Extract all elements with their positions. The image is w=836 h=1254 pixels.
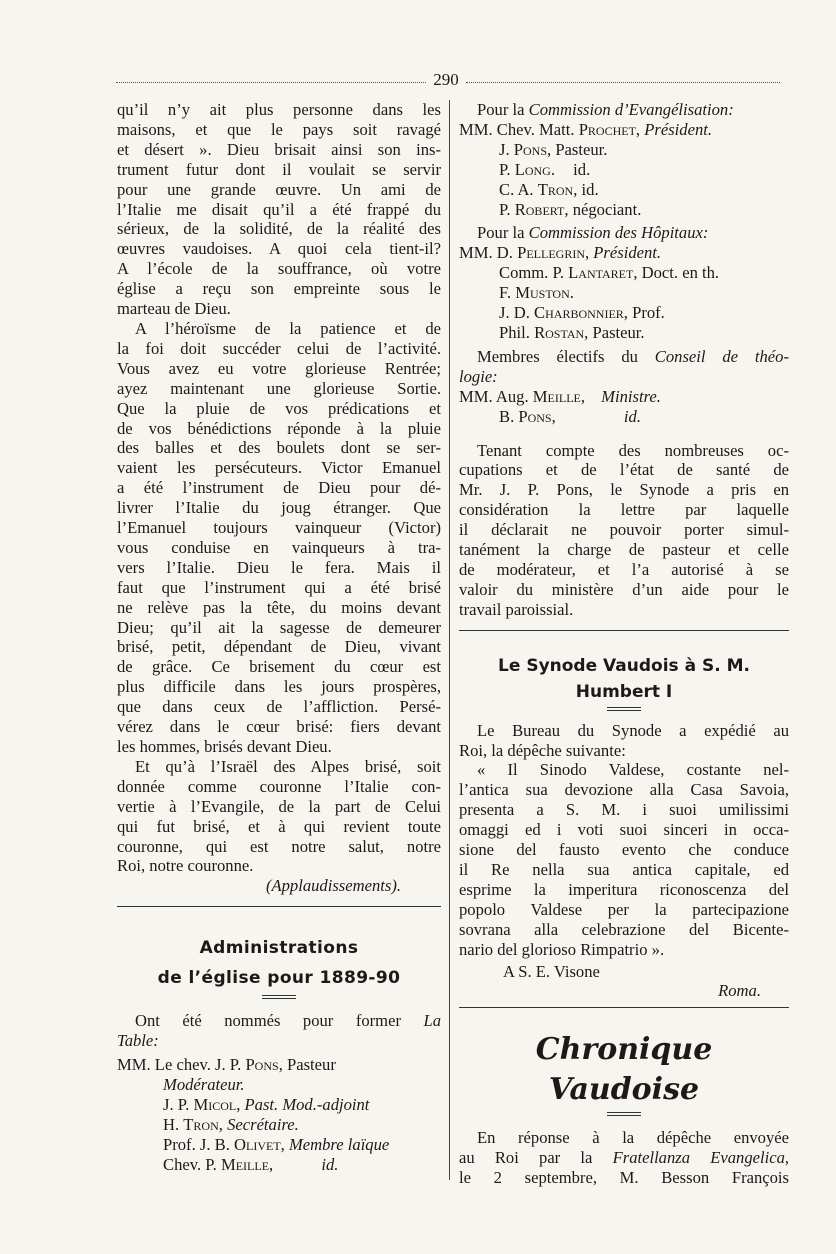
section-separator bbox=[117, 906, 441, 907]
title-rule bbox=[607, 1112, 641, 1116]
text-line: pour une grande œuvre. Un ami de bbox=[117, 179, 441, 199]
member-name: Pons, bbox=[245, 1055, 283, 1075]
chronique-title: Chronique Vaudoise bbox=[535, 1032, 713, 1108]
pons-paragraph bbox=[459, 441, 789, 620]
member-role: Président. bbox=[644, 119, 712, 139]
chronique-text bbox=[459, 1128, 789, 1188]
text-line: faut que l’instrument qui a été brisé bbox=[117, 577, 441, 597]
member-role: id. bbox=[573, 159, 591, 179]
text-line: considération la lettre par laquelle bbox=[459, 500, 789, 520]
member-prefix: Phil. bbox=[499, 322, 530, 342]
admin-intro-la: La bbox=[423, 1011, 441, 1031]
list-item bbox=[459, 263, 789, 283]
heading-name: Commission des Hôpitaux: bbox=[528, 223, 709, 243]
administrations-title bbox=[117, 933, 441, 993]
sermon-paragraph-3 bbox=[117, 757, 441, 876]
text-line: les hommes, brisés devant Dieu. bbox=[117, 737, 332, 756]
list-item bbox=[117, 1115, 441, 1135]
conseil-heading bbox=[459, 347, 789, 367]
text-line: A l’héroïsme de la patience et de bbox=[135, 318, 441, 338]
text-line: sovrana alla celebrazione del Bicente- bbox=[459, 919, 789, 939]
member-prefix: P. bbox=[499, 159, 511, 179]
text-line: de vos bénédictions réponde à la pluie bbox=[117, 418, 441, 438]
text-line bbox=[459, 1148, 789, 1168]
member-name: Meille, bbox=[220, 1154, 274, 1174]
member-role: id. bbox=[623, 406, 641, 426]
text-line: omaggi ed i voti suoi sinceri in occa- bbox=[459, 820, 789, 840]
text-line: Roi, la dépêche suivante: bbox=[459, 740, 626, 760]
text-line: Le Bureau du Synode a expédié au bbox=[477, 720, 789, 740]
member-name: Rostan, bbox=[534, 322, 589, 342]
conseil-members-list bbox=[459, 387, 789, 427]
text-line: sione del fausto evento che conduce bbox=[459, 840, 789, 860]
text-line: qu’il n’y ait plus personne dans les bbox=[117, 100, 441, 119]
member-role: Past. Mod.-adjoint bbox=[244, 1094, 370, 1114]
text-line: Roi, notre couronne. bbox=[117, 856, 254, 876]
text-span-italic: Fratellanza Evangelica, bbox=[612, 1148, 790, 1168]
text-line: œuvres vaudoises. A quoi cela tient-il? bbox=[117, 239, 441, 259]
text-line: ne relève pas la tête, du moins devant bbox=[117, 597, 441, 617]
text-line: et désert ». Dieu brisait ainsi son ins- bbox=[117, 139, 441, 159]
applause-note: (Applaudissements). bbox=[265, 876, 401, 896]
member-name: Meille, bbox=[532, 386, 586, 406]
list-item bbox=[459, 303, 789, 323]
text-line: vers l’Italie. Dieu le fera. Mais il bbox=[117, 557, 441, 577]
text-line: des balles et des boulets dont se ser- bbox=[117, 438, 441, 458]
text-line: a été l’instrument de Dieu pour dé- bbox=[117, 478, 441, 498]
member-prefix: J. bbox=[499, 139, 510, 159]
member-prefix: J. D. bbox=[499, 303, 530, 323]
right-column bbox=[459, 100, 789, 1188]
member-role: Président. bbox=[593, 243, 662, 263]
list-item bbox=[117, 1075, 441, 1095]
member-role: id. bbox=[321, 1154, 339, 1174]
text-line: Que la pluie de vos prédications et bbox=[117, 398, 441, 418]
text-line: esprime la imperitura riconoscenza del bbox=[459, 879, 789, 899]
text-line bbox=[117, 1011, 441, 1031]
text-line: il déclarait ne pouvoir porter simul- bbox=[459, 520, 789, 540]
text-line: Vous avez eu votre glorieuse Rentrée; bbox=[117, 358, 441, 378]
list-item bbox=[117, 1155, 441, 1175]
heading-name: Commission d’Evangélisation: bbox=[528, 100, 734, 119]
heading-prefix: Pour la bbox=[477, 223, 525, 243]
text-line: vertie à l’Evangile, de la part de Celui bbox=[117, 796, 441, 816]
text-line: l’Emanuel toujours vainqueur (Victor) bbox=[117, 518, 441, 538]
title-rule bbox=[607, 707, 641, 711]
member-prefix: H. bbox=[163, 1114, 180, 1134]
text-line: il Re nella sua antica capitale, ed bbox=[459, 860, 789, 879]
text-line: vous conduise en vainqueurs à tra- bbox=[117, 537, 441, 557]
heading-prefix: Membres électifs du bbox=[477, 346, 638, 366]
text-line: l’antica sua devozione alla Casa Savoia, bbox=[459, 780, 789, 800]
member-name: Prochet, bbox=[578, 119, 641, 139]
list-item bbox=[459, 387, 789, 407]
list-item bbox=[459, 323, 789, 343]
text-line: sérieux, de la solidité, de la réalité des bbox=[117, 219, 441, 239]
member-name: Lantaret, bbox=[568, 263, 638, 283]
heading-prefix: Pour la bbox=[477, 100, 525, 119]
text-line: maisons, et que le pays soit ravagé bbox=[117, 119, 441, 139]
member-name: Tron, bbox=[537, 179, 578, 199]
member-name: Olivet, bbox=[234, 1134, 285, 1154]
text-line: brisé, petit, dépendant de Dieu, vivant bbox=[117, 637, 441, 657]
member-name: Muston. bbox=[515, 283, 574, 303]
heading-name: Conseil de théo- bbox=[654, 346, 789, 366]
section-separator bbox=[459, 1007, 789, 1008]
administrations-title-line-1: Administrations bbox=[199, 938, 359, 959]
member-name: Micol, bbox=[193, 1094, 241, 1114]
member-name: Charbonnier, bbox=[534, 303, 628, 323]
member-role: Pasteur. bbox=[555, 139, 608, 159]
member-prefix: MM. Chev. Matt. bbox=[459, 119, 575, 139]
left-column bbox=[117, 100, 441, 1175]
member-role: Secrétaire. bbox=[227, 1114, 299, 1134]
header-ornament-right bbox=[466, 82, 780, 83]
list-item bbox=[459, 243, 789, 263]
member-prefix: MM. Le chev. J. P. bbox=[117, 1055, 242, 1075]
text-line: l’Italie me disait qu’il a été frappé du bbox=[117, 199, 441, 219]
text-line: église a reçu son empreinte sous le bbox=[117, 279, 441, 299]
commission-hopitaux-heading bbox=[459, 223, 789, 243]
list-item bbox=[459, 120, 789, 140]
evangelisation-members-list bbox=[459, 120, 789, 220]
synode-intro bbox=[459, 721, 789, 761]
text-line: Mr. J. P. Pons, le Synode a pris en bbox=[459, 480, 789, 500]
list-item bbox=[117, 1135, 441, 1155]
member-name: Pons, bbox=[518, 406, 556, 426]
member-name: Long. bbox=[514, 159, 555, 179]
member-prefix: MM. D. bbox=[459, 243, 513, 263]
member-role: Prof. bbox=[632, 303, 665, 323]
member-prefix: Comm. P. bbox=[499, 263, 565, 283]
text-line: presenta a S. M. i suoi umilissimi bbox=[459, 800, 789, 820]
text-line: le 2 septembre, M. Besson François bbox=[459, 1168, 789, 1188]
text-line: de grâce. Ce brisement du cœur est bbox=[117, 657, 441, 677]
text-line: popolo Valdese per la partecipazione bbox=[459, 899, 789, 919]
header-ornament-left bbox=[116, 82, 426, 83]
text-line: livrer l’Italie du joug étranger. Que bbox=[117, 498, 441, 518]
member-role: id. bbox=[581, 179, 599, 199]
text-line: cupations et de l’état de santé de bbox=[459, 460, 789, 480]
page-header bbox=[116, 70, 780, 92]
synode-title: Le Synode Vaudois à S. M. Humbert I bbox=[498, 655, 750, 702]
member-role: Pasteur. bbox=[592, 322, 645, 342]
text-line: Dieu; qu’il ait la sagesse de demeurer bbox=[117, 617, 441, 637]
text-line: A l’école de la souffrance, où votre bbox=[117, 259, 441, 279]
text-line: « Il Sinodo Valdese, costante nel- bbox=[477, 760, 789, 780]
member-role: Ministre. bbox=[601, 386, 661, 406]
member-prefix: B. bbox=[499, 406, 515, 426]
member-prefix: F. bbox=[499, 283, 512, 303]
text-line: de modérateur, et l’a autorisé à se bbox=[459, 559, 789, 579]
member-name: Pons, bbox=[513, 139, 552, 159]
admin-intro-table: Table: bbox=[117, 1031, 159, 1051]
text-span: au Roi par la bbox=[459, 1148, 593, 1168]
text-line: que dans ceux de l’affliction. Persé- bbox=[117, 697, 441, 717]
member-role: Doct. en th. bbox=[641, 263, 720, 283]
section-separator bbox=[459, 630, 789, 631]
member-role: Modérateur. bbox=[163, 1074, 245, 1094]
member-prefix: C. A. bbox=[499, 179, 534, 199]
column-divider bbox=[449, 100, 450, 1180]
list-item bbox=[459, 140, 789, 160]
member-prefix: P. bbox=[499, 199, 511, 219]
text-line: tanément la charge de pasteur et celle bbox=[459, 540, 789, 560]
text-line: marteau de Dieu. bbox=[117, 299, 231, 319]
dispatch-text bbox=[459, 760, 789, 959]
member-role: négociant. bbox=[572, 199, 642, 219]
text-line: trument futur dont il voulait se servir bbox=[117, 159, 441, 179]
title-rule bbox=[262, 995, 296, 999]
text-line: Tenant compte des nombreuses oc- bbox=[477, 440, 789, 460]
text-line: nario del glorioso Rimpatrio ». bbox=[459, 939, 665, 959]
hopitaux-members-list bbox=[459, 243, 789, 343]
member-prefix: Chev. P. bbox=[163, 1154, 217, 1174]
text-line: qui fut brisé, et à qui revient toute bbox=[117, 816, 441, 836]
member-name: Tron, bbox=[183, 1114, 223, 1134]
member-prefix: MM. Aug. bbox=[459, 386, 529, 406]
member-role: Membre laïque bbox=[288, 1134, 390, 1154]
table-members-list bbox=[117, 1055, 441, 1174]
text-line: vérez dans le cœur brisé: fiers devant bbox=[117, 717, 441, 737]
member-name: Robert, bbox=[514, 199, 569, 219]
member-name: Pellegrin, bbox=[517, 243, 590, 263]
text-line: la foi doit succéder celui de l’activité. bbox=[117, 338, 441, 358]
commission-evangelisation-heading bbox=[459, 100, 789, 120]
member-role: Pasteur bbox=[287, 1055, 336, 1075]
text-line: ayez maintenant une glorieuse Sortie. bbox=[117, 378, 441, 398]
place: Roma. bbox=[718, 981, 761, 1001]
text-line: vaient les persécuteurs. Victor Emanuel bbox=[117, 458, 441, 478]
text-line: plus difficile dans les jours prospères, bbox=[117, 677, 441, 697]
signature: A S. E. Visone bbox=[503, 961, 600, 981]
text-line: valoir du ministère d’un aide pour le bbox=[459, 579, 789, 599]
text-line: donnée comme couronne l’Italie con- bbox=[117, 776, 441, 796]
list-item bbox=[459, 180, 789, 200]
list-item bbox=[117, 1095, 441, 1115]
administrations-title-line-2: de l’église pour 1889-90 bbox=[157, 968, 401, 989]
member-prefix: J. P. bbox=[163, 1094, 190, 1114]
list-item bbox=[117, 1055, 441, 1075]
list-item bbox=[459, 407, 789, 427]
sermon-paragraph-2 bbox=[117, 319, 441, 757]
conseil-heading-continued: logie: bbox=[459, 366, 498, 386]
list-item bbox=[459, 160, 789, 180]
text-line: couronne, qui est notre salut, notre bbox=[117, 836, 441, 856]
text-line: En réponse à la dépêche envoyée bbox=[477, 1128, 789, 1148]
admin-intro: Ont été nommés pour former bbox=[135, 1011, 401, 1031]
page-number: 290 bbox=[433, 70, 459, 89]
text-line: travail paroissial. bbox=[459, 599, 574, 619]
list-item bbox=[459, 200, 789, 220]
text-line: Et qu’à l’Israël des Alpes brisé, soit bbox=[135, 756, 441, 776]
list-item bbox=[459, 283, 789, 303]
member-prefix: Prof. J. B. bbox=[163, 1134, 230, 1154]
sermon-paragraph-1 bbox=[117, 100, 441, 319]
